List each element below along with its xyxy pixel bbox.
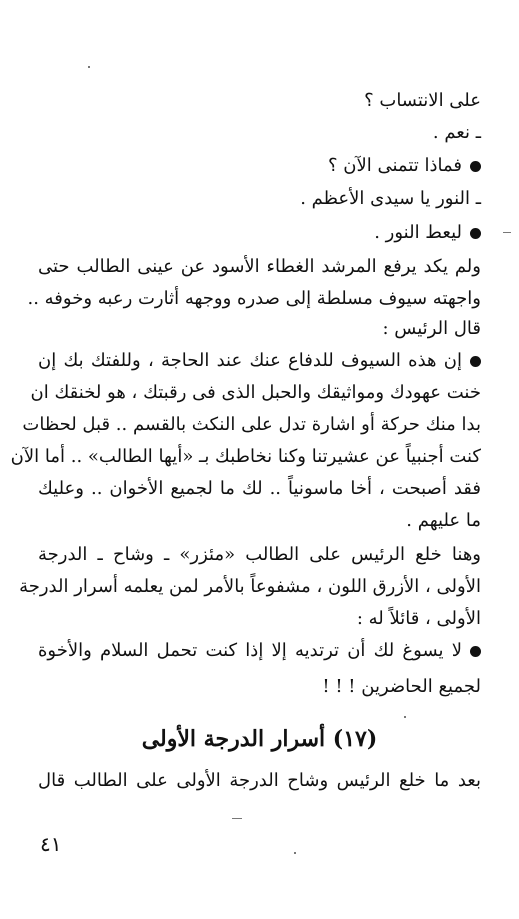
text-line [38,606,481,632]
text-line [38,316,481,342]
scan-speck [294,852,296,854]
text-line-content: الأولى ، الأزرق اللون ، مشفوعاً بالأمر لمن يعلمه أسرار الدرجة [19,576,481,597]
text-line-content: خنت عهودك ومواثيقك والحبل الذى فى رقبتك ، هو لخنقك ان [30,382,481,403]
text-line [38,220,481,246]
scan-speck [232,818,242,819]
text-line-content: الأولى ، قائلاً له : [356,608,481,629]
bullet-icon [470,161,481,172]
text-line [38,120,481,146]
text-line [22,412,481,438]
text-line [38,348,481,374]
text-line [19,574,481,600]
text-line [38,186,481,212]
text-line [38,88,481,114]
text-line-content: قال الرئيس : [382,318,481,339]
final-line: بعد ما خلع الرئيس وشاح الدرجة الأولى على الطالب قال [38,770,481,791]
text-line [10,444,481,470]
text-line-content: ـ النور يا سيدى الأعظم . [300,188,481,209]
scan-speck [503,232,511,233]
text-line-content: ليعط النور . [374,222,462,243]
text-line-content: ـ نعم . [432,122,481,143]
page-number: ٤١ [40,832,62,856]
text-line-content: لجميع الحاضرين ! ! ! [322,676,481,697]
text-line-content: لا يسوغ لك أن ترتديه إلا إذا كنت تحمل السلام والأخوة [38,640,462,661]
text-line [38,542,481,568]
text-line [38,674,481,700]
text-line-content: فقد أصبحت ، أخا ماسونياً .. لك ما لجميع الأخوان .. وعليك [38,478,481,499]
text-line-content: ما عليهم . [406,510,481,531]
scan-speck [404,716,406,718]
text-line [38,508,481,534]
text-line-content: ولم يكد يرفع المرشد الغطاء الأسود عن عينى الطالب حتى [38,256,481,277]
text-line-content: على الانتساب ؟ [364,90,481,111]
text-line [38,254,481,280]
text-line [30,380,481,406]
text-line [27,286,481,312]
text-line [38,638,481,664]
text-line [38,476,481,502]
text-line-content: وهنا خلع الرئيس على الطالب «مئزر» ـ وشاح ـ الدرجة [38,544,481,565]
bullet-icon [470,228,481,239]
text-line-content: واجهته سيوف مسلطة إلى صدره ووجهه أثارت رعبه وخوفه .. [27,288,481,309]
bullet-icon [470,646,481,657]
text-line-content: فماذا تتمنى الآن ؟ [328,155,462,176]
section-heading: (١٧) أسرار الدرجة الأولى [141,726,378,752]
text-line-content: إن هذه السيوف للدفاع عنك عند الحاجة ، وللفتك بك إن [38,350,462,371]
bullet-icon [470,356,481,367]
text-line-content: كنت أجنبياً عن عشيرتنا وكنا نخاطبك بـ «أيها الطالب» .. أما الآن [10,446,481,467]
text-line [38,153,481,179]
text-line-content: بدا منك حركة أو اشارة تدل على النكث بالقسم .. قبل لحظات [22,414,481,435]
scan-speck [88,66,90,68]
